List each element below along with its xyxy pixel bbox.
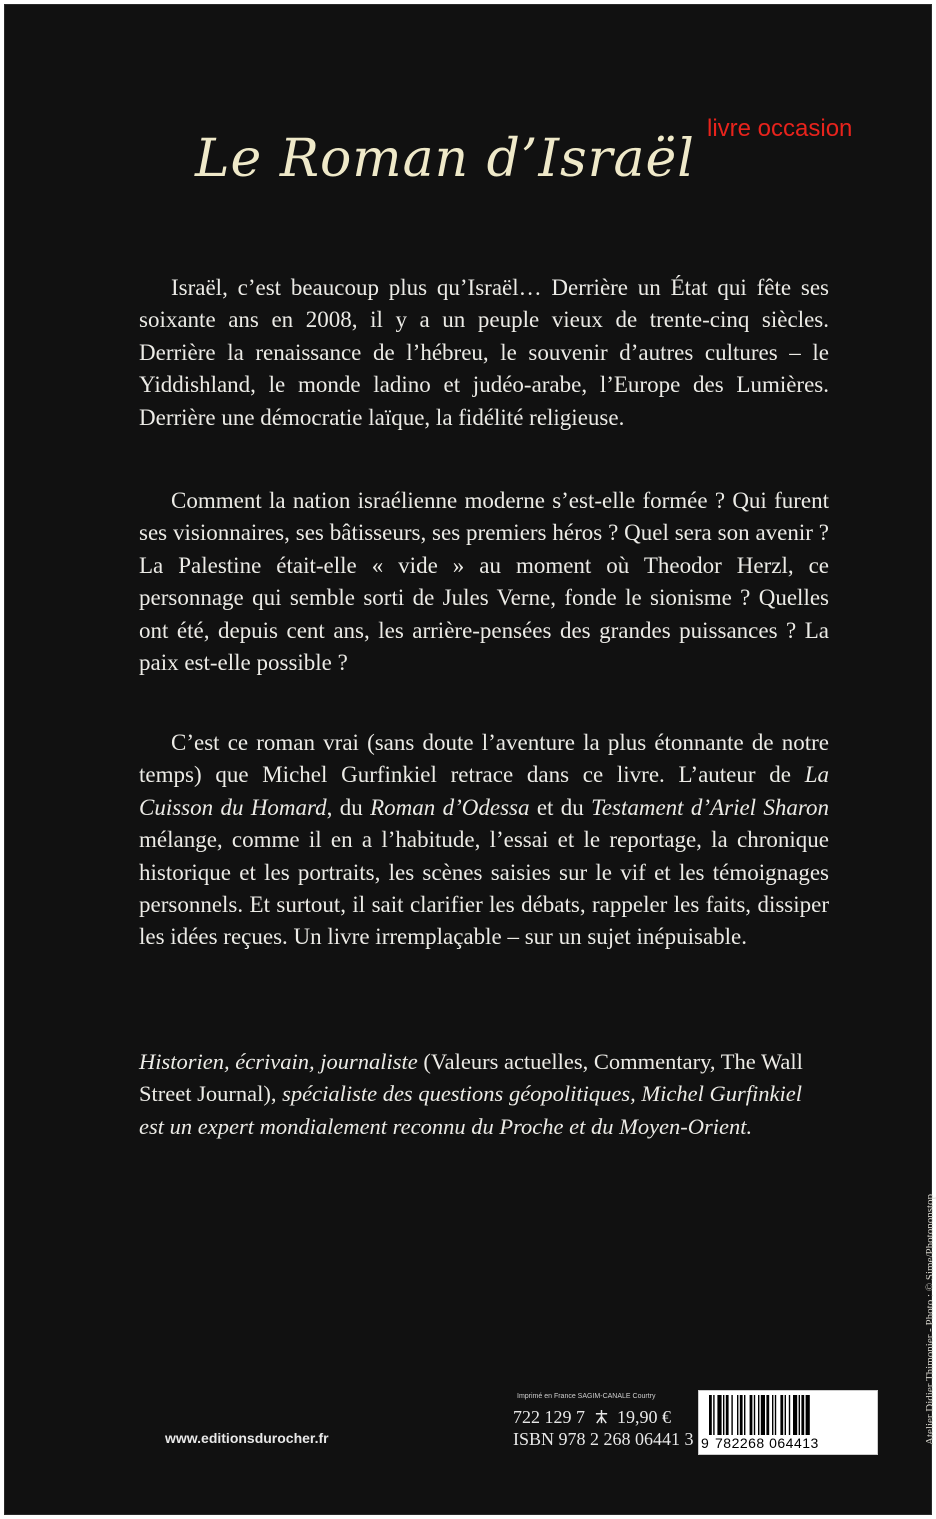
barcode — [698, 1390, 878, 1455]
book-title-sharon: Testament d’Ariel Sharon — [591, 794, 829, 820]
book-title-cuisson: La Cuisson du Homard — [139, 762, 829, 820]
paragraph-2-text: Comment la nation israélienne moderne s’est-elle formée ? Qui furent ses visionnaires, ses bâtisseurs, ses premiers héros ? Quel sera son avenir ? La Palestine était-elle « vide » au moment où Theodor Herzl, ce personnage qui semble sorti de Jules Verne, fonde le sionisme ? Quelles ont été, depuis cent ans, les arrière-pensées des grandes puissances ? La paix est-elle possible ? — [139, 488, 829, 676]
bio-italic-2: spécialiste des questions géopolitiques, Michel Gurfinkiel est un expert mondialement reconnu du Proche et du Moyen-Orient. — [139, 1081, 802, 1139]
paragraph-1-text: Israël, c’est beaucoup plus qu’Israël… Derrière un État qui fête ses soixante ans en 2008, il y a un peuple vieux de trente-cinq siècles. Derrière la renaissance de l’hébreu, le souvenir d’autres cultures – le Yiddishland, le monde ladino et judéo-arabe, l’Europe des Lumières. Derrière une démocratie laïque, la fidélité religieuse. — [139, 275, 829, 430]
price: 19,90 € — [617, 1407, 671, 1427]
paragraph-3-part3: et du — [529, 794, 592, 820]
paragraph-2 — [139, 485, 829, 679]
barcode-first-digit: 9 — [701, 1435, 709, 1451]
paragraph-3-part4: mélange, comme il en a l’habitude, l’essai et le reportage, la chronique historique et les portraits, les scènes saisies sur le vif et les témoignages personnels. Et surtout, il sait clarifier les débats, rappeler les faits, dissiper les idées reçues. Un livre irremplaçable – sur un sujet inépuisable. — [139, 827, 829, 950]
barcode-bars — [709, 1395, 869, 1435]
author-bio — [139, 1046, 829, 1143]
isbn-line: ISBN 978 2 268 06441 3 — [513, 1429, 694, 1449]
book-title-odessa: Roman d’Odessa — [370, 794, 530, 820]
book-title: Le Roman d’Israël — [195, 129, 695, 189]
paragraph-1 — [139, 272, 829, 434]
product-code: 722 129 7 — [513, 1407, 585, 1427]
bio-roman: (Valeurs actuelles, Commentary, The Wall Street Journal), — [139, 1049, 803, 1107]
back-cover — [4, 4, 936, 1515]
paragraph-3 — [139, 727, 829, 954]
print-line: Imprimé en France SAGIM-CANALE Courtry — [517, 1393, 656, 1400]
watermark-text: livre occasion — [707, 115, 853, 142]
paragraph-3-part2: , du — [326, 794, 371, 820]
barcode-digits: 782268 064413 — [715, 1435, 819, 1451]
photo-credit: Atelier Didier Thimonier - Photo : © Sime/Photononstop — [924, 1193, 936, 1445]
rocher-logo-icon — [594, 1409, 609, 1424]
paragraph-3-part1: C’est ce roman vrai (sans doute l’aventure la plus étonnante de notre temps) que Michel Gurfinkiel retrace dans ce livre. L’auteur de — [139, 730, 829, 788]
price-line — [513, 1407, 671, 1428]
publisher-website: www.editionsdurocher.fr — [165, 1430, 329, 1446]
bio-italic-1: Historien, écrivain, journaliste — [139, 1049, 418, 1074]
